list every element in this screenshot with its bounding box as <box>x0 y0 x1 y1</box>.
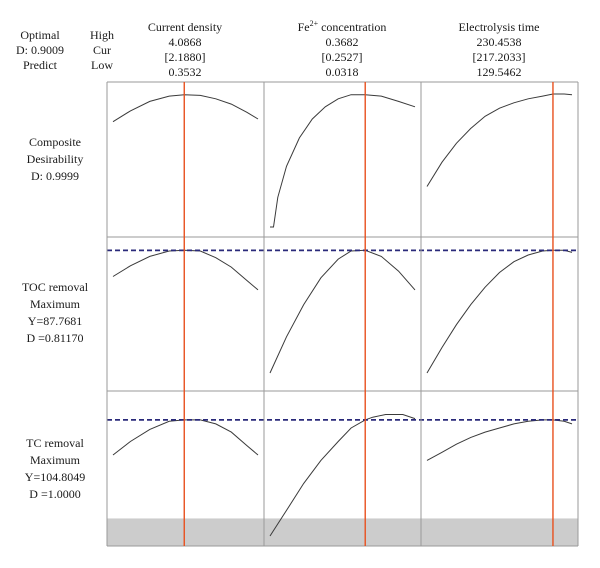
response-curve <box>113 420 258 455</box>
factor-current[interactable]: [0.2527] <box>321 50 363 64</box>
factor-high: 4.0868 <box>168 35 202 49</box>
response-predicted-y: Y=87.7681 <box>27 314 83 328</box>
factor-name: Current density <box>147 20 223 34</box>
response-curve <box>113 250 258 290</box>
response-curve <box>113 95 258 122</box>
cur-label: Cur <box>93 43 111 57</box>
response-predicted-y: Y=104.8049 <box>24 470 86 484</box>
response-curve <box>427 420 572 461</box>
response-name: TOC removal <box>21 280 89 294</box>
factor-high: 0.3682 <box>325 35 359 49</box>
factor-name: $Fe^{2+}$ concentration <box>297 19 387 34</box>
response-name: TC removal <box>26 436 84 450</box>
predict-label: Predict <box>23 58 57 72</box>
factor-low: 129.5462 <box>476 65 522 79</box>
factor-low: 0.3532 <box>168 65 202 79</box>
factor-high: 230.4538 <box>476 35 522 49</box>
response-curve <box>270 95 415 227</box>
response-desirability: D =1.0000 <box>29 487 81 501</box>
high-label: High <box>90 28 114 42</box>
response-name: Composite <box>28 135 81 149</box>
response-curve <box>270 415 415 537</box>
response-curve <box>427 250 572 373</box>
response-goal: Maximum <box>30 297 80 311</box>
response-desirability: D: 0.9999 <box>31 169 79 183</box>
response-name-cont: Desirability <box>26 152 84 166</box>
factor-low: 0.0318 <box>325 65 359 79</box>
infeasible-region <box>107 518 578 546</box>
optimal-label: Optimal <box>20 28 60 42</box>
response-curve <box>270 250 415 373</box>
low-label: Low <box>91 58 113 72</box>
response-goal: Maximum <box>30 453 80 467</box>
response-desirability: D =0.81170 <box>26 331 84 345</box>
optimal-desirability: D: 0.9009 <box>16 43 64 57</box>
factor-name: Electrolysis time <box>458 20 540 34</box>
factor-current[interactable]: [2.1880] <box>164 50 206 64</box>
response-curve <box>427 94 572 187</box>
factor-current[interactable]: [217.2033] <box>472 50 526 64</box>
